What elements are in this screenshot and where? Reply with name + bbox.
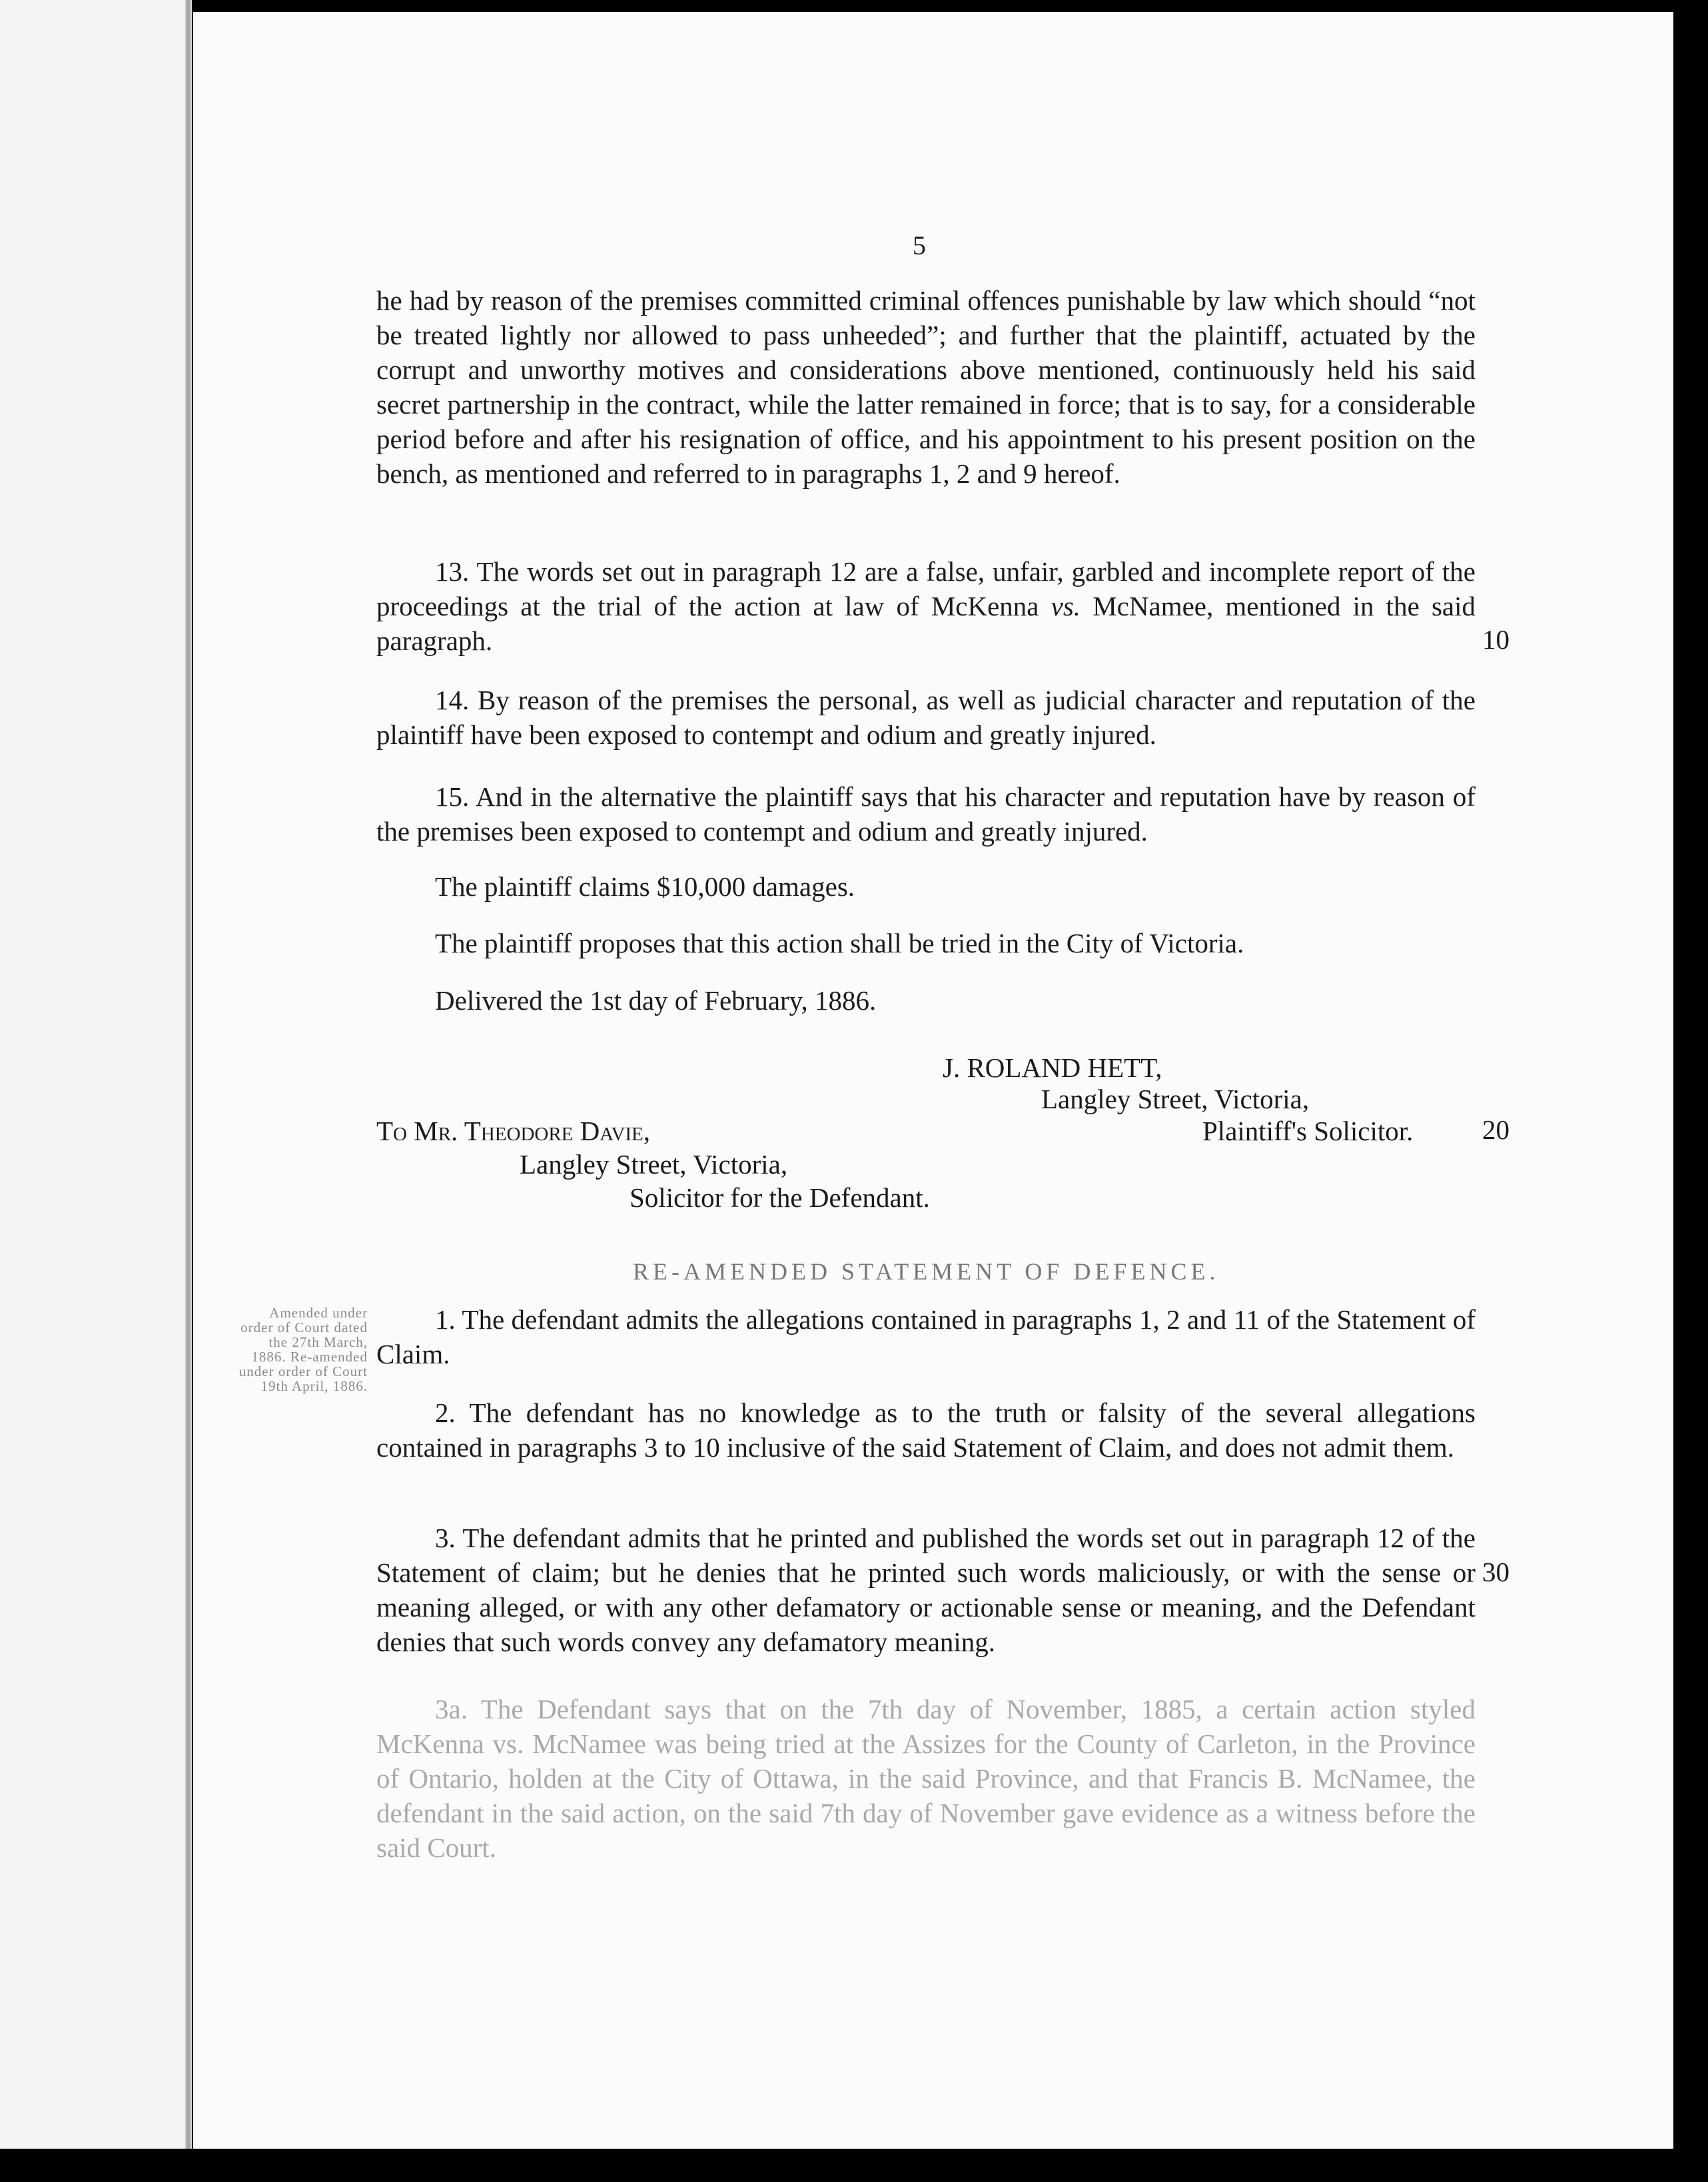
amendment-margin-note: Amended under order of Court dated the 27th March, 1886. Re-amended under order of Court 19th April, 1886. — [238, 1305, 368, 1394]
defence-paragraph-3a: 3a. The Defendant says that on the 7th day of November, 1885, a certain action styled McKenna vs. McNamee was being tried at the Assizes for the County of Carleton, in the Province of Ontario, holden at the City of Ottawa, in the said Province, and that Francis B. McNamee, the defendant in the said action, on the said 7th day of November gave evidence as a witness before the said Court. — [376, 1694, 1476, 1863]
line-number-10: 10 — [1482, 624, 1509, 655]
line-number-20: 20 — [1482, 1114, 1509, 1145]
signature-name: J. ROLAND HETT, — [943, 1052, 1162, 1083]
page-number: 5 — [913, 230, 926, 260]
paragraph-continuation — [376, 283, 1476, 491]
proposes-line: The plaintiff proposes that this action shall be tried in the City of Victoria. — [435, 928, 1244, 958]
claims-line: The plaintiff claims $10,000 damages. — [435, 871, 855, 902]
paragraph-15: 15. And in the alternative the plaintiff says that his character and reputation have by reason of the premises been exposed to contempt and odium and greatly injured. — [376, 781, 1476, 847]
scan-border-right — [1673, 0, 1708, 2182]
paragraph-13-text-b: McNamee, mentioned in the said paragraph. — [376, 591, 1476, 656]
defence-paragraph-3: 3. The defendant admits that he printed and published the words set out in paragraph 12 of the Statement of claim; but he denies that he printed such words maliciously, or with the sense or meaning alleged, or with any other defamatory or actionable sense or meaning, and the Defendant denies that such words convey any defamatory meaning. — [376, 1523, 1476, 1657]
paragraph-13-text-a: 13. The words set out in paragraph 12 are a false, unfair, garbled and incomplete report of the proceedings at the trial of the action at law of McKenna — [376, 556, 1476, 621]
addressee-role: Solicitor for the Defendant. — [630, 1182, 930, 1213]
defence-heading: RE-AMENDED STATEMENT OF DEFENCE. — [633, 1258, 1220, 1285]
line-number-30: 30 — [1482, 1557, 1509, 1587]
left-page-margin — [0, 0, 190, 2149]
paragraph-14: 14. By reason of the premises the personal, as well as judicial character and reputation of the plaintiff have been exposed to contempt and odium and greatly injured. — [376, 685, 1476, 750]
page-gutter — [185, 0, 192, 2149]
delivered-line: Delivered the 1st day of February, 1886. — [435, 985, 877, 1016]
addressee-to: To Mr. Theodore Davie, — [376, 1116, 651, 1146]
scan-border-bottom — [0, 2149, 1708, 2182]
paragraph-13-versus: vs. — [1051, 591, 1081, 621]
defence-paragraph-2: 2. The defendant has no knowledge as to the truth or falsity of the several allegations contained in paragraphs 3 to 10 inclusive of the said Statement of Claim, and does not admit them. — [376, 1397, 1476, 1463]
paragraph-12-continuation: he had by reason of the premises committed criminal offences punishable by law which should “not be treated lightly nor allowed to pass unheeded”; and further that the plaintiff, actuated by the corrupt and unworthy motives and considerations above mentioned, continuously held his said secret partnership in the contract, while the latter remained in force; that is to say, for a considerable period before and after his resignation of office, and his appointment to his present position on the bench, as mentioned and referred to in paragraphs 1, 2 and 9 hereof. — [376, 285, 1476, 489]
addressee-address: Langley Street, Victoria, — [520, 1149, 788, 1180]
defence-paragraph-1: 1. The defendant admits the allegations contained in paragraphs 1, 2 and 11 of the Statement of Claim. — [376, 1304, 1476, 1369]
signature-address: Langley Street, Victoria, — [1041, 1084, 1310, 1114]
signature-role: Plaintiff's Solicitor. — [1202, 1116, 1414, 1146]
paragraph-13 — [376, 554, 1476, 658]
